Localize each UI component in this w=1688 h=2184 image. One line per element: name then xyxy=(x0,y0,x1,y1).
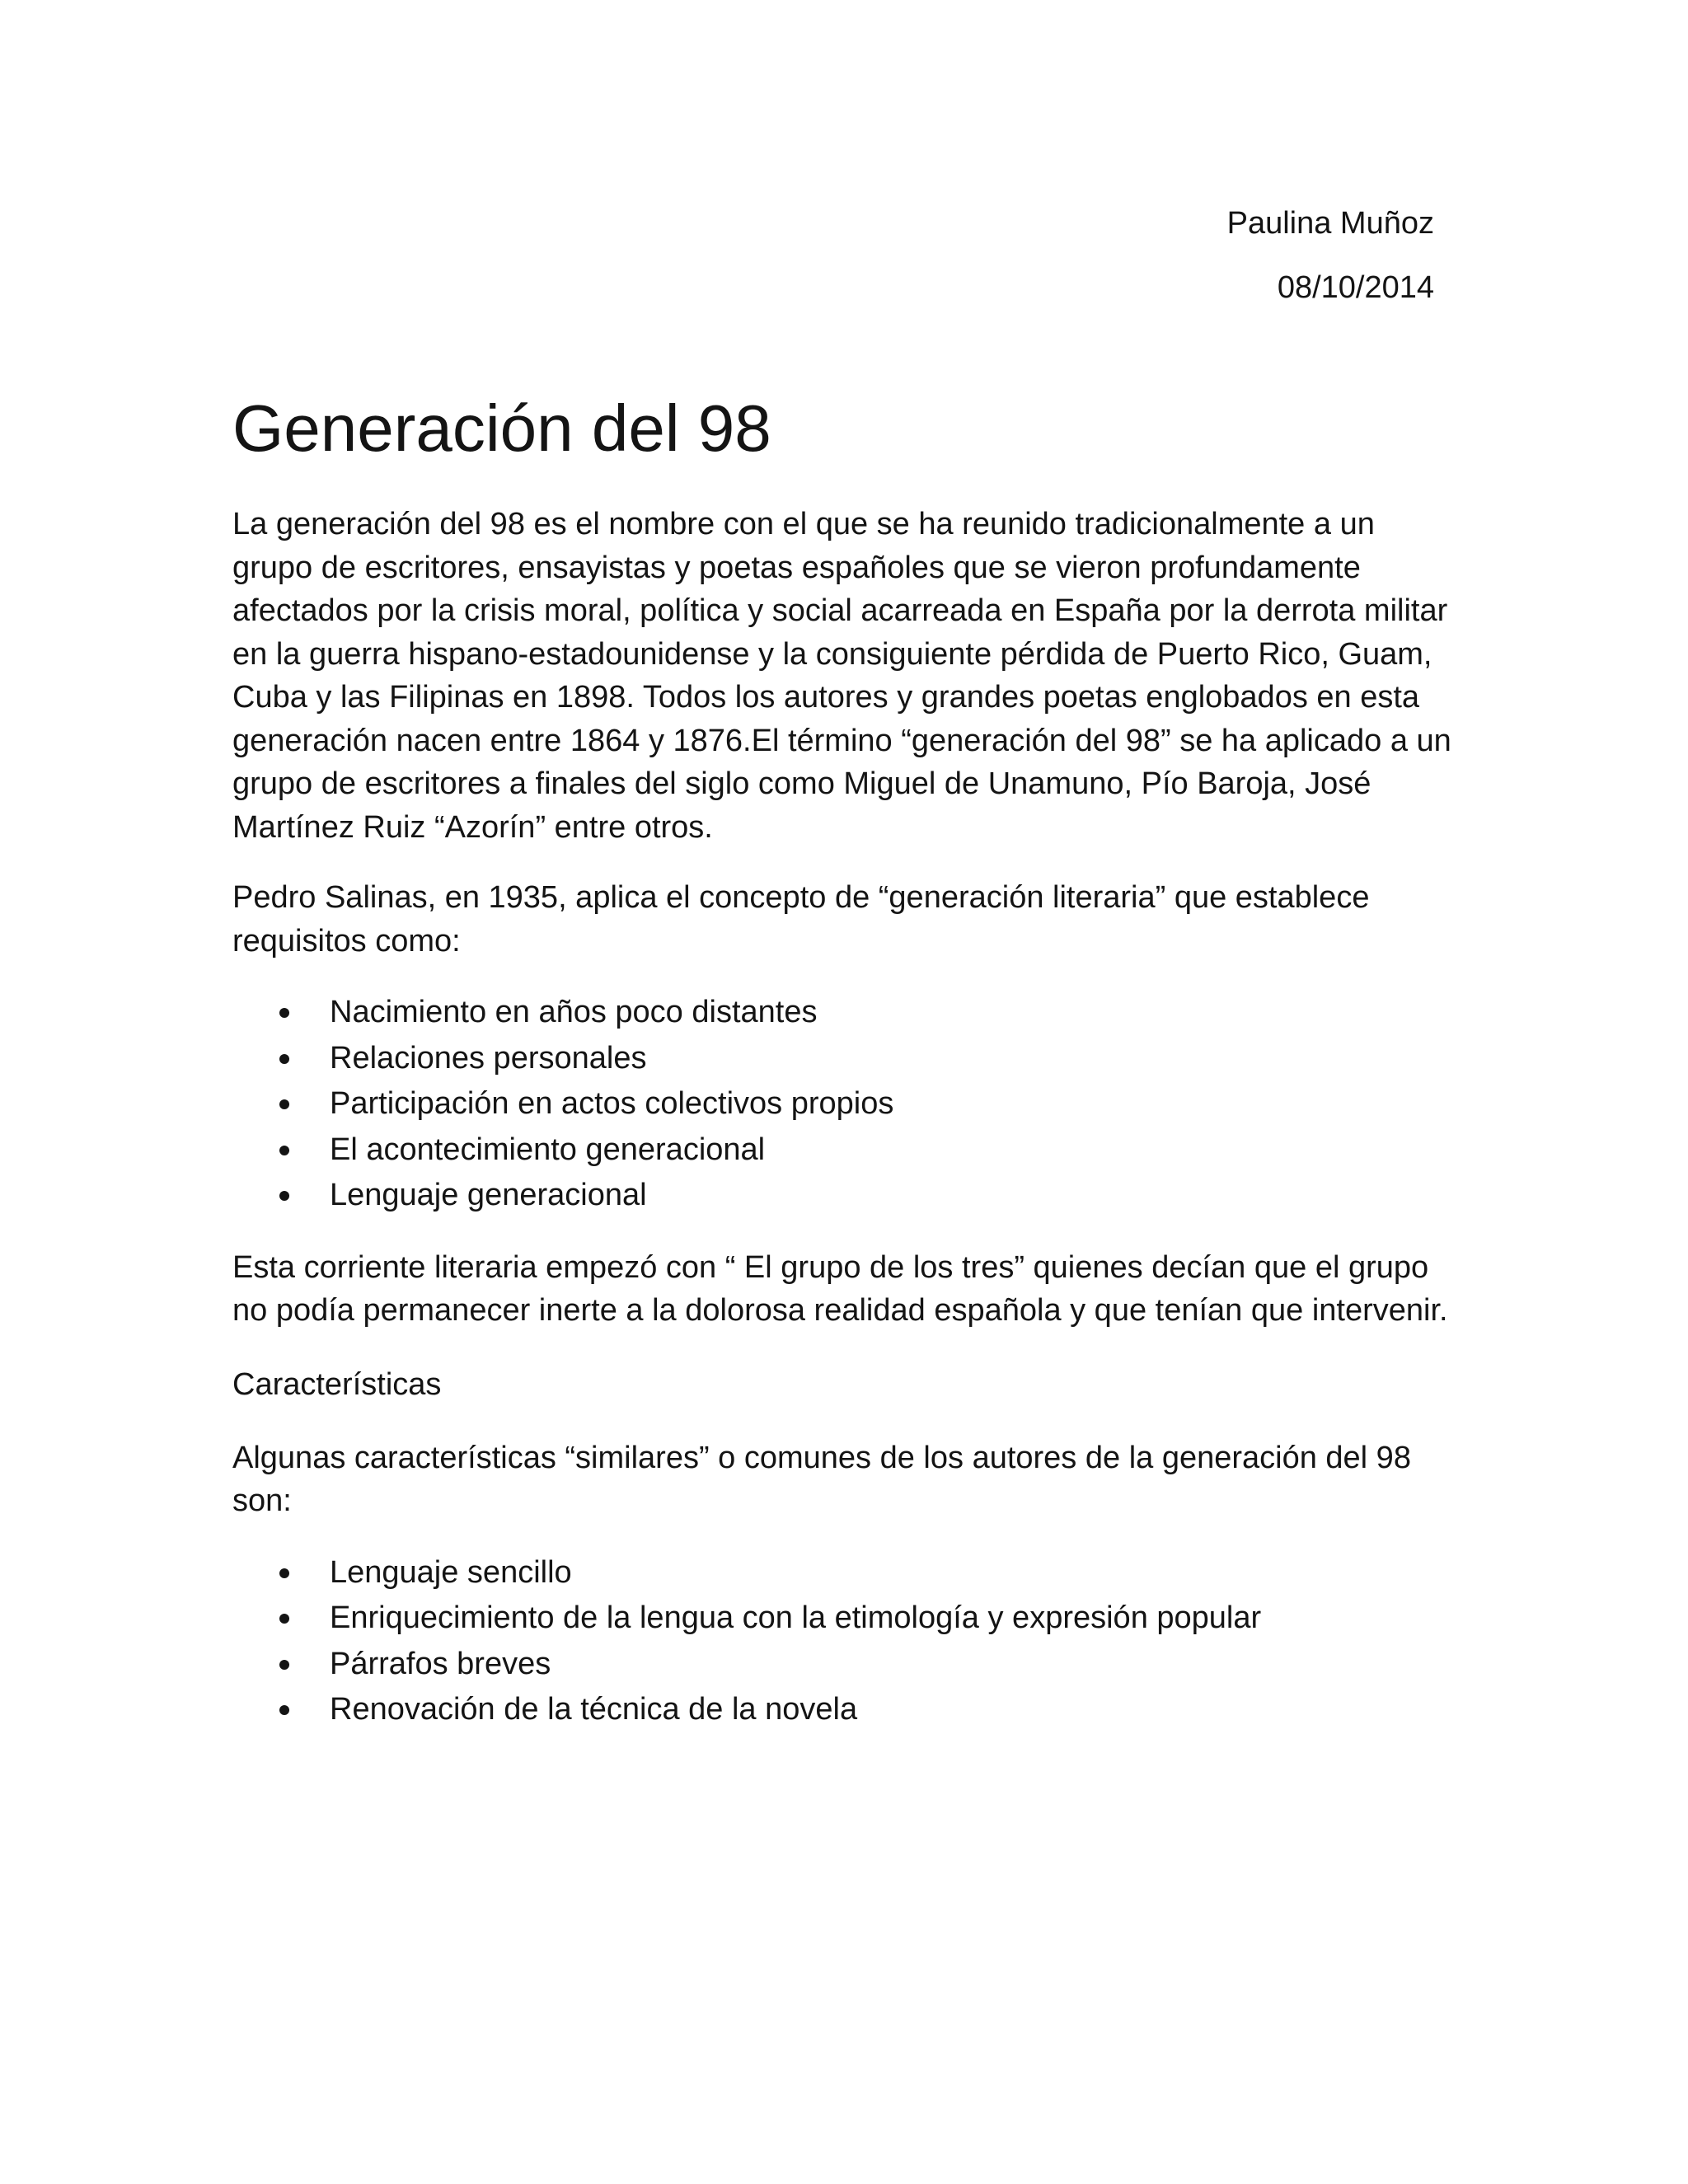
list-item-text: El acontecimiento generacional xyxy=(330,1132,766,1167)
bullet-icon xyxy=(279,1568,289,1578)
intro-paragraph: La generación del 98 es el nombre con el que se ha reunido tradicionalmente a un grupo de escritores, ensayistas y poetas españoles que se vieron profundamente afectados por la crisis moral, política y social acarreada en España por la derrota militar en la guerra hispano-estadounidense y la consiguiente pérdida de Puerto Rico, Guam, Cuba y las Filipinas en 1898. Todos los autores y grandes poetas englobados en esta generación nacen entre 1864 y 1876.El término “generación del 98” se ha aplicado a un grupo de escritores a finales del siglo como Miguel de Unamuno, Pío Baroja, José Martínez Ruiz “Azorín” entre otros. xyxy=(232,507,1451,845)
requisitos-list xyxy=(232,990,1452,1219)
list-item xyxy=(232,1036,1452,1082)
list-item-text: Nacimiento en años poco distantes xyxy=(330,995,818,1029)
list-item xyxy=(232,1596,1452,1642)
bullet-icon xyxy=(279,1705,289,1715)
list-item-text: Párrafos breves xyxy=(330,1646,551,1681)
list-item-text: Lenguaje generacional xyxy=(330,1178,647,1212)
list-item xyxy=(232,1173,1452,1219)
bullet-icon xyxy=(279,1099,289,1109)
caracteristicas-list xyxy=(232,1550,1452,1733)
document-title: Generación del 98 xyxy=(232,391,771,465)
bullet-icon xyxy=(279,1008,289,1018)
salinas-paragraph: Pedro Salinas, en 1935, aplica el concepto de “generación literaria” que establece requisitos como: xyxy=(232,880,1370,958)
document-header xyxy=(1227,191,1434,320)
bullet-icon xyxy=(279,1146,289,1155)
list-item xyxy=(232,1081,1452,1127)
section-heading-caracteristicas: Características xyxy=(232,1366,442,1402)
document-body xyxy=(232,503,1452,1760)
list-item-text: Lenguaje sencillo xyxy=(330,1554,572,1590)
bullet-icon xyxy=(279,1660,289,1670)
list-item xyxy=(232,990,1452,1036)
list-item-text: Participación en actos colectivos propios xyxy=(330,1086,894,1121)
list-item xyxy=(232,1687,1452,1733)
list-item xyxy=(232,1642,1452,1688)
bullet-icon xyxy=(279,1614,289,1624)
list-item xyxy=(232,1127,1452,1174)
author-name: Paulina Muñoz xyxy=(1226,206,1434,241)
list-item-text: Relaciones personales xyxy=(330,1040,647,1076)
document-date: 08/10/2014 xyxy=(1277,270,1434,305)
caracteristicas-intro: Algunas características “similares” o comunes de los autores de la generación del 98 son: xyxy=(232,1440,1411,1518)
list-item xyxy=(232,1550,1452,1596)
corriente-paragraph: Esta corriente literaria empezó con “ El grupo de los tres” quienes decían que el grupo no podía permanecer inerte a la dolorosa realidad española y que tenían que intervenir. xyxy=(232,1249,1448,1328)
list-item-text: Renovación de la técnica de la novela xyxy=(330,1692,858,1727)
list-item-text: Enriquecimiento de la lengua con la etimología y expresión popular xyxy=(330,1601,1262,1635)
bullet-icon xyxy=(279,1054,289,1064)
bullet-icon xyxy=(279,1191,289,1201)
